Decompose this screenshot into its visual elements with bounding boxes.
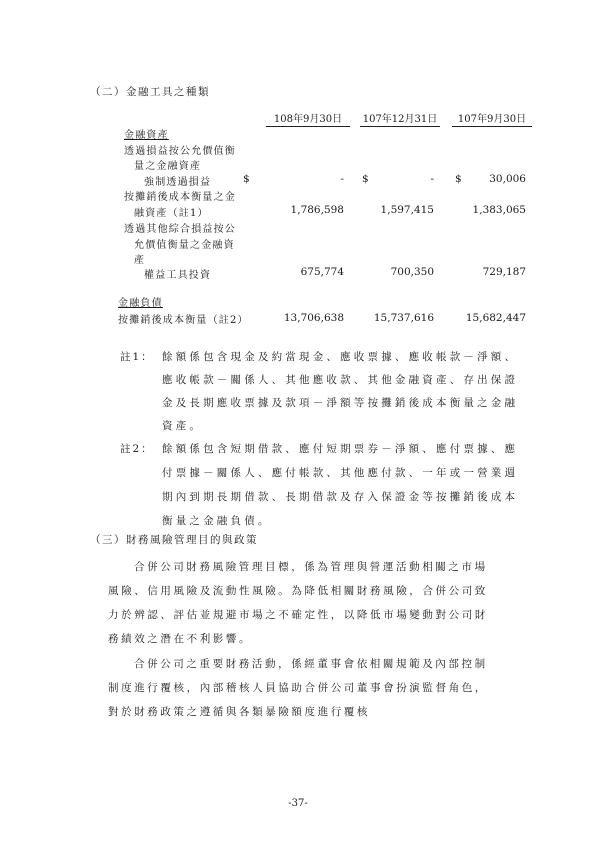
liabilities-value-2018-12-31: 15,737,616 <box>373 312 434 324</box>
fvtpl-value-2019-09-30: - <box>340 173 344 185</box>
fvtpl-label-line1: 透過損益按公允價值衡 <box>124 146 236 157</box>
column-header-2019-09-30: 108年9月30日 <box>266 110 350 127</box>
fvoci-value-2018-12-31: 700,350 <box>390 266 434 278</box>
risk-paragraph1-line: 務績效之潛在不利影響。 <box>108 633 253 645</box>
financial-assets-header: 金融資產 <box>124 130 169 141</box>
section-title-risk-management: （三）財務風險管理目的與政策 <box>90 534 258 546</box>
fvtpl-label-line2: 量之金融資產 <box>134 161 202 172</box>
fvtpl-value-2018-09-30: 30,006 <box>489 173 526 185</box>
note2-line: 衡量之金融負債。 <box>162 515 272 527</box>
liabilities-value-2018-09-30: 15,682,447 <box>465 312 526 324</box>
fvoci-label-line1: 透過其他綜合損益按公 <box>124 224 236 235</box>
page-number: -37- <box>288 798 308 809</box>
section-title-financial-instruments: （二）金融工具之種類 <box>90 86 210 98</box>
fvoci-value-2018-09-30: 729,187 <box>482 266 526 278</box>
financial-liabilities-header: 金融負債 <box>118 298 163 309</box>
amortised-cost-value-2019-09-30: 1,786,598 <box>290 204 344 216</box>
column-header-2018-09-30: 107年9月30日 <box>452 110 532 127</box>
note2-line: 期內到期長期借款、長期借款及存入保證金等按攤銷後成本 <box>162 491 519 503</box>
note1-line: 應收帳款－關係人、其他應收款、其他金融資產、存出保證 <box>162 374 519 386</box>
liabilities-value-2019-09-30: 13,706,638 <box>283 312 344 324</box>
risk-paragraph1-line: 風險、信用風險及流動性風險。為降低相關財務風險，合併公司致 <box>108 585 488 597</box>
risk-paragraph2-line: 合併公司之重要財務活動，係經董事會依相關規範及內部控制 <box>134 658 488 670</box>
note2-line: 付票據－關係人、應付帳款、其他應付款、一年或一營業週 <box>162 467 519 479</box>
fvtpl-value-2018-12-31: - <box>430 173 434 185</box>
note1-line: 金及長期應收票據及款項－淨額等按攤銷後成本衡量之金融 <box>162 397 519 409</box>
risk-paragraph1-line: 力於辨認、評估並規避市場之不確定性，以降低市場變動對公司財 <box>108 609 488 621</box>
fvoci-value-2019-09-30: 675,774 <box>300 266 344 278</box>
fvtpl-currency-symbol-2: $ <box>362 173 369 185</box>
liabilities-amortised-cost-label: 按攤銷後成本衡量（註2） <box>118 315 249 326</box>
amortised-cost-value-2018-09-30: 1,383,065 <box>472 204 526 216</box>
column-header-2018-12-31: 107年12月31日 <box>360 110 440 127</box>
fvtpl-currency-symbol-3: $ <box>455 173 462 185</box>
note1-line: 資產。 <box>162 420 204 432</box>
note1-label: 註1： <box>120 351 154 363</box>
note2-line: 餘額係包含短期借款、應付短期票券－淨額、應付票據、應 <box>162 443 519 455</box>
fvoci-label-line2: 允價值衡量之金融資 <box>134 240 235 251</box>
fvoci-label-line3: 產 <box>134 255 146 266</box>
note1-line: 餘額係包含現金及約當現金、應收票據、應收帳款－淨額、 <box>162 351 519 363</box>
amortised-cost-label-line1: 按攤銷後成本衡量之金 <box>124 192 236 203</box>
risk-paragraph2-line: 對於財務政策之遵循與各類暴險額度進行覆核 <box>108 706 370 718</box>
note2-label: 註2： <box>120 443 154 455</box>
amortised-cost-value-2018-12-31: 1,597,415 <box>380 204 434 216</box>
risk-paragraph1-line: 合併公司財務風險管理目標，係為管理與營運活動相關之市場 <box>134 561 488 573</box>
amortised-cost-label-line2: 融資產（註1） <box>134 208 209 219</box>
fvtpl-currency-symbol: $ <box>243 173 250 185</box>
fvtpl-label-line3: 強制透過損益 <box>144 177 212 188</box>
risk-paragraph2-line: 制度進行覆核，內部稽核人員協助合併公司董事會扮演監督角色， <box>108 682 488 694</box>
fvoci-label-line4: 權益工具投資 <box>144 270 212 281</box>
